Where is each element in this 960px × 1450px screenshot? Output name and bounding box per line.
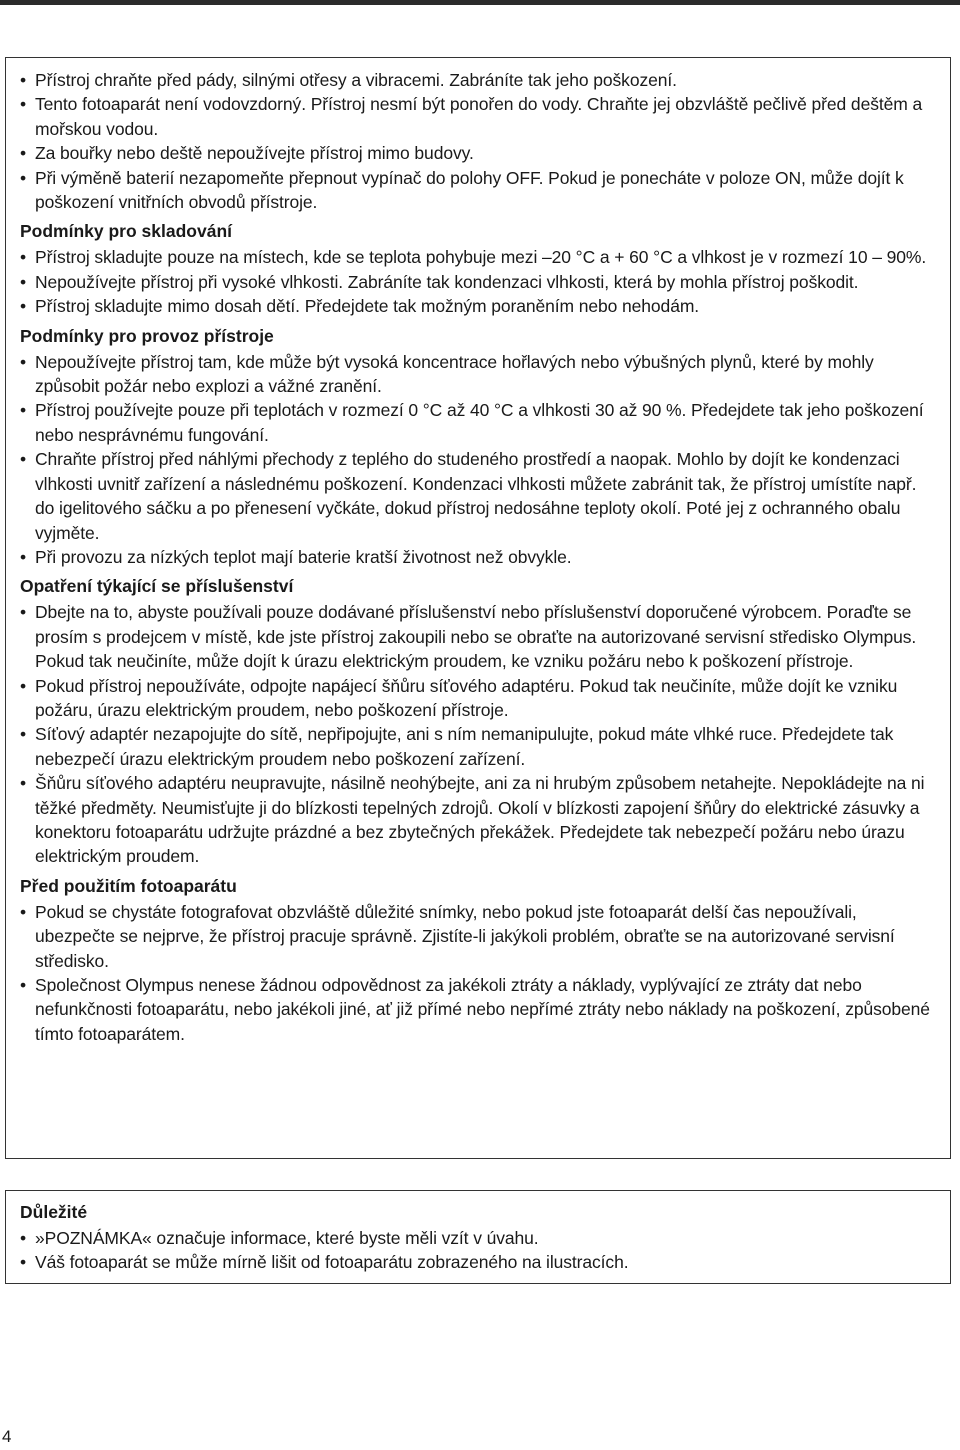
intro-list	[20, 68, 938, 214]
storage-heading: Podmínky pro skladování	[20, 221, 232, 242]
list-item: • Přístroj skladujte pouze na místech, kde se teplota pohybuje mezi –20 °C a + 60 °C a vlhkost je v rozmezí 10 – 90%.	[20, 245, 938, 269]
before-use-list	[20, 900, 938, 1046]
list-item: • Pokud se chystáte fotografovat obzvláště důležité snímky, nebo pokud jste fotoaparát delší čas nepoužívali, ubezpečte se nejprve, že přístroj pracuje správně. Zjistíte-li jakýkoli problém, obraťte se na autorizované servisní středisko.	[20, 900, 938, 973]
accessories-heading: Opatření týkající se příslušenství	[20, 576, 294, 597]
important-list	[20, 1226, 938, 1275]
list-item: • Při výměně baterií nezapomeňte přepnout vypínač do polohy OFF. Pokud je ponecháte v poloze ON, může dojít k poškození vnitřních obvodů přístroje.	[20, 166, 938, 215]
list-item: • Při provozu za nízkých teplot mají baterie kratší životnost než obvykle.	[20, 545, 938, 569]
list-item: • Tento fotoaparát není vodovzdorný. Přístroj nesmí být ponořen do vody. Chraňte jej obzvláště pečlivě před deštěm a mořskou vodou.	[20, 92, 938, 141]
accessories-list	[20, 600, 938, 868]
list-item: • Pokud přístroj nepoužíváte, odpojte napájecí šňůru síťového adaptéru. Pokud tak neučiníte, může dojít ke vzniku požáru, úrazu elektrickým proudem, nebo poškození přístroje.	[20, 674, 938, 723]
before-use-heading: Před použitím fotoaparátu	[20, 875, 237, 896]
list-item: • »POZNÁMKA« označuje informace, které byste měli vzít v úvahu.	[20, 1226, 938, 1250]
list-item: • Chraňte přístroj před náhlými přechody z teplého do studeného prostředí a naopak. Mohlo by dojít ke kondenzaci vlhkosti uvnitř zařízení a následnému poškození. Kondenzaci vlhkosti můžete zabránit tak, že přístroj umístíte např. do igelitového sáčku a po přenesení vyčkáte, dokud přístroj nedosáhne teploty okolí. Poté jej z ochranného obalu vyjměte.	[20, 447, 938, 545]
safety-precautions-box	[5, 57, 951, 1159]
list-item: • Nepoužívejte přístroj při vysoké vlhkosti. Zabráníte tak kondenzaci vlhkosti, která by mohla přístroj poškodit.	[20, 270, 938, 294]
list-item: • Přístroj chraňte před pády, silnými otřesy a vibracemi. Zabráníte tak jeho poškození.	[20, 68, 938, 92]
storage-list	[20, 245, 938, 318]
list-item: • Přístroj skladujte mimo dosah dětí. Předejdete tak možným poraněním nebo nehodám.	[20, 294, 938, 318]
important-heading: Důležité	[20, 1202, 88, 1222]
list-item: • Přístroj používejte pouze při teplotách v rozmezí 0 °C až 40 °C a vlhkosti 30 až 90 %. Předejdete tak jeho poškození nebo nesprávnému fungování.	[20, 398, 938, 447]
list-item: • Dbejte na to, abyste používali pouze dodávané příslušenství nebo příslušenství doporučené výrobcem. Poraďte se prosím s prodejcem v místě, kde jste přístroj zakoupili nebo se obraťte na autorizované servisní středisko Olympus. Pokud tak neučiníte, může dojít k úrazu elektrickým proudem, ke vzniku požáru nebo k poškození přístroje.	[20, 600, 938, 673]
page-number: 4	[2, 1427, 12, 1446]
operation-heading: Podmínky pro provoz přístroje	[20, 325, 274, 346]
list-item: • Váš fotoaparát se může mírně lišit od fotoaparátu zobrazeného na ilustracích.	[20, 1250, 938, 1274]
list-item: • Síťový adaptér nezapojujte do sítě, nepřipojujte, ani s ním nemanipulujte, pokud máte vlhké ruce. Předejdete tak nebezpečí úrazu elektrickým proudem nebo poškození zařízení.	[20, 722, 938, 771]
list-item: • Šňůru síťového adaptéru neupravujte, násilně neohýbejte, ani za ni hrubým způsobem netahejte. Nepokládejte na ni těžké předměty. Neumisťujte ji do blízkosti tepelných zdrojů. Okolí v blízkosti zapojení šňůry do elektrické zásuvky a konektoru fotoaparátu udržujte prázdné a bez zbytečných překážek. Předejdete tak nebezpečí požáru nebo úrazu elektrickým proudem.	[20, 771, 938, 869]
list-item: • Společnost Olympus nenese žádnou odpovědnost za jakékoli ztráty a náklady, vyplývající ze ztráty dat nebo nefunkčnosti fotoaparátu, nebo jakékoli jiné, ať již přímé nebo nepřímé ztráty nebo náklady na poškození, způsobené tímto fotoaparátem.	[20, 973, 938, 1046]
top-rule	[0, 0, 960, 5]
list-item: • Nepoužívejte přístroj tam, kde může být vysoká koncentrace hořlavých nebo výbušných plynů, které by mohly způsobit požár nebo explozi a vážné zranění.	[20, 350, 938, 399]
list-item: • Za bouřky nebo deště nepoužívejte přístroj mimo budovy.	[20, 141, 938, 165]
operation-list	[20, 350, 938, 570]
important-note-box	[5, 1190, 951, 1284]
